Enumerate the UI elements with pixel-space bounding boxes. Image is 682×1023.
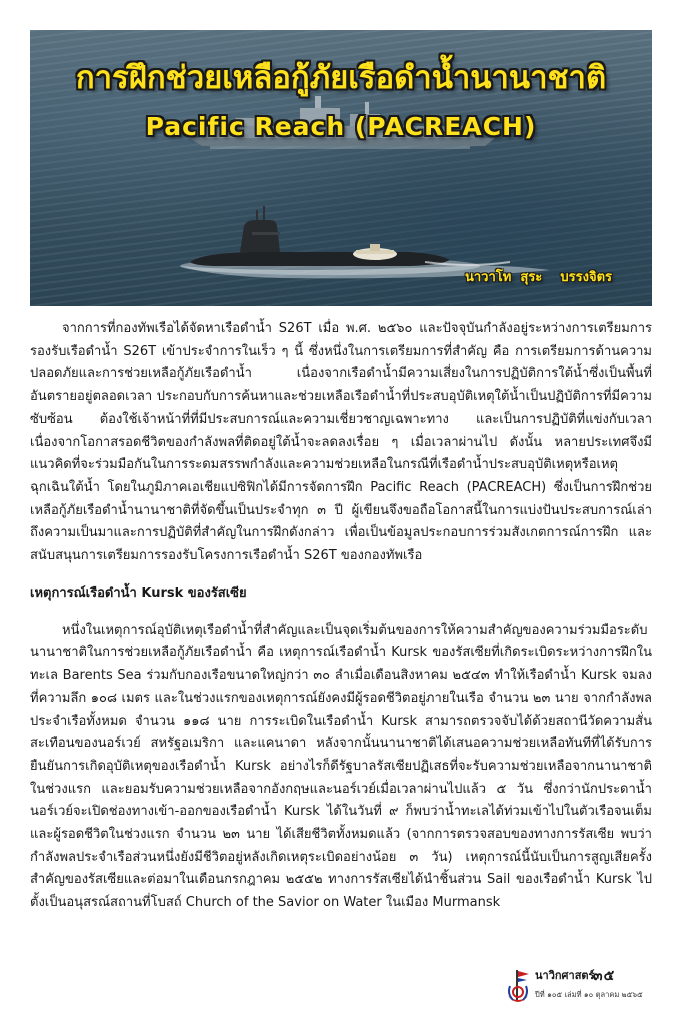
intro-paragraph: จากการที่กองทัพเรือได้จัดหาเรือดำน้ำ S26T เมื่อ พ.ศ. ๒๕๖๐ และปัจจุบันกำลังอยู่ระหว่างการเตรียมการรองรับเรือดำน้ำ S26T เข้าประจำการในเร็ว ๆ นี้ ซึ่งหนึ่งในการเตรียมการที่สำคัญ คือ การเตรียมการด้านความปลอดภัยและการช่วยเหลือกู้ภัยเรือดำน้ำ เนื่องจากเรือดำน้ำมีความเสี่ยงในการปฏิบัติการใต้น้ำซึ่งเป็นพื้นที่อันตรายอยู่ตลอดเวลา ประกอบกับการค้นหาและช่วยเหลือเรือดำน้ำที่ประสบอุบัติเหตุใต้น้ำเป็นปฏิบัติการที่มีความซับซ้อน ต้องใช้เจ้าหน้าที่ที่มีประสบการณ์และความเชี่ยวชาญเฉพาะทาง และเป็นการปฏิบัติที่แข่งกับเวลา เนื่องจากโอกาสรอดชีวิตของกำลังพลที่ติดอยู่ใต้น้ำจะลดลงเรื่อย ๆ เมื่อเวลาผ่านไป ดังนั้น หลายประเทศจึงมีแนวคิดที่จะร่วมมือกันในการระดมสรรพกำลังและความช่วยเหลือในกรณีที่เรือดำน้ำประสบอุบัติเหตุหรือเหตุฉุกเฉินใต้น้ำ โดยในภูมิภาคเอเชียแปซิฟิกได้มีการจัดการฝึก Pacific Reach (PACREACH) ซึ่งเป็นการฝึกช่วยเหลือกู้ภัยเรือดำน้ำนานาชาติที่จัดขึ้นเป็นประจำทุก ๓ ปี ผู้เขียนจึงขอถือโอกาสนี้ในการแบ่งปันประสบการณ์เล่าถึงความเป็นมาและการปฏิบัติที่สำคัญในการฝึกดังกล่าว เพื่อเป็นข้อมูลประกอบการร่วมสังเกตการณ์การฝึก และสนับสนุนการเตรียมการรองรับโครงการเรือดำน้ำ S26T ของกองทัพเรือ [30,321,652,564]
article-body [30,318,652,915]
author-byline: นาวาโท สุระ บรรงจิตร [465,270,612,285]
issue-info: ปีที่ ๑๐๕ เล่มที่ ๑๐ ตุลาคม ๒๕๖๕ [535,990,643,999]
page-footer [505,968,655,1013]
page-number: ๓๕ [593,968,616,984]
article-subtitle: Pacific Reach (PACREACH) [145,112,537,141]
article-title: การฝึกช่วยเหลือกู้ภัยเรือดำน้ำนานาชาติ [75,60,607,96]
hero-photo [30,30,652,306]
submarine [180,206,550,278]
navy-emblem-icon [505,968,531,1008]
magazine-name: นาวิกศาสตร์ [535,969,595,982]
section-heading: เหตุการณ์เรือดำน้ำ Kursk ของรัสเซีย [30,585,247,601]
kursk-paragraph: หนึ่งในเหตุการณ์อุบัติเหตุเรือดำน้ำที่สำคัญและเป็นจุดเริ่มต้นของการให้ความสำคัญของความร่วมมือระดับนานาชาติในการช่วยเหลือกู้ภัยเรือดำน้ำ คือ เหตุการณ์เรือดำน้ำ Kursk ของรัสเซียที่เกิดระเบิดระหว่างการฝึกในทะเล Barents Sea ร่วมกับกองเรือขนาดใหญ่กว่า ๓๐ ลำเมื่อเดือนสิงหาคม ๒๕๔๓ ทำให้เรือดำน้ำ Kursk จมลงที่ความลึก ๑๐๘ เมตร และในช่วงแรกของเหตุการณ์ยังคงมีผู้รอดชีวิตอยู่ภายในเรือ จำนวน ๒๓ นาย จากกำลังพลประจำเรือทั้งหมด จำนวน ๑๑๘ นาย การระเบิดในเรือดำน้ำ Kursk สามารถตรวจจับได้ด้วยสถานีวัดความสั่นสะเทือนของนอร์เวย์ สหรัฐอเมริกา และแคนาดา หลังจากนั้นนานาชาติได้เสนอความช่วยเหลือทันทีที่ได้รับการยืนยันการเกิดอุบัติเหตุของเรือดำน้ำ Kursk อย่างไรก็ดีรัฐบาลรัสเซียปฏิเสธที่จะรับความช่วยเหลือจากนานาชาติในช่วงแรก และยอมรับความช่วยเหลือจากอังกฤษและนอร์เวย์เมื่อเวลาผ่านไปแล้ว ๕ วัน ซึ่งกว่านักประดาน้ำนอร์เวย์จะเปิดช่องทางเข้า-ออกของเรือดำน้ำ Kursk ได้ในวันที่ ๙ ก็พบว่าน้ำทะเลได้ท่วมเข้าไปในตัวเรือจนเต็มและผู้รอดชีวิตในช่วงแรก จำนวน ๒๓ นาย ได้เสียชีวิตทั้งหมดแล้ว (จากการตรวจสอบของทางการรัสเซีย พบว่า กำลังพลประจำเรือส่วนหนึ่งยังมีชีวิตอยู่หลังเกิดเหตุระเบิดอย่างน้อย ๓ วัน) เหตุการณ์นี้นับเป็นการสูญเสียครั้งสำคัญของรัสเซียและต่อมาในเดือนกรกฎาคม ๒๕๕๒ ทางการรัสเซียได้นำชิ้นส่วน Sail ของเรือดำน้ำ Kursk ไปตั้งเป็นอนุสรณ์สถานที่โบสถ์ Church of the Savior on Water ในเมือง Murmansk [30,622,652,911]
